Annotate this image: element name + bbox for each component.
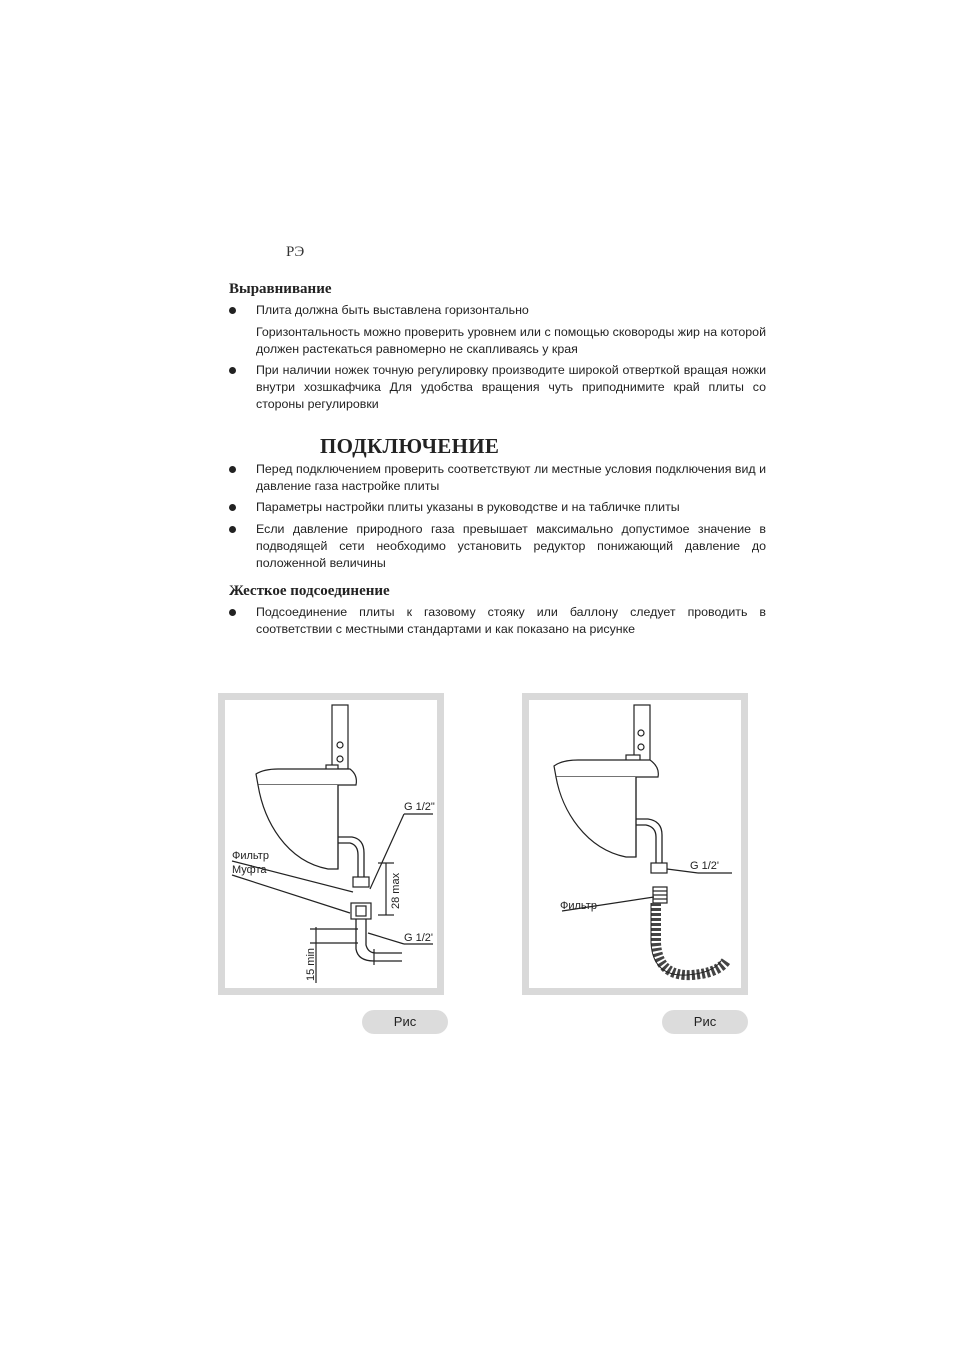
- leveling-item-3: При наличии ножек точную регулировку производите широкой отверткой вращая ножки внутри хозшкафчика Для удобства вращения чуть приподнимите край плиты со стороны регулировки: [256, 363, 766, 411]
- label-coupling: Муфта: [232, 864, 267, 876]
- rigid-connection-drawing: [218, 693, 444, 995]
- riser-pipe: [356, 919, 402, 961]
- connection-item-2: Параметры настройки плиты указаны в руководстве и на табличке плиты: [256, 500, 680, 514]
- flexible-hose: [656, 903, 726, 975]
- connection-item-1: Перед подключением проверить соответствуют ли местные условия подключения вид и давление газа настройке плиты: [256, 462, 766, 493]
- stove-top: [256, 769, 356, 785]
- stove-body: [258, 785, 338, 869]
- figure-hose-connection: [522, 693, 748, 995]
- label-filter: Фильтр: [232, 850, 269, 862]
- page-code: РЭ: [286, 244, 305, 260]
- label-28-max: 28 max: [390, 872, 402, 909]
- bullet: [229, 466, 236, 473]
- pipe-nut: [651, 863, 667, 873]
- pipe-nut: [353, 877, 369, 887]
- rigid-heading: Жесткое подсоединение: [229, 583, 390, 599]
- bullet: [229, 367, 236, 374]
- hose-connection-drawing: [522, 693, 748, 995]
- leveling-item-2: Горизонтальность можно проверить уровнем или с помощью сковороды жир на которой должен растекаться равномерно не скапливаясь у края: [256, 325, 766, 356]
- bracket-hole: [638, 744, 644, 750]
- bullet: [229, 307, 236, 314]
- figure-rigid-connection: [218, 693, 444, 995]
- label-15-min: 15 min: [305, 947, 317, 981]
- bullet: [229, 526, 236, 533]
- bullet: [229, 504, 236, 511]
- bracket-hole: [337, 742, 343, 748]
- leveling-item-1: Плита должна быть выставлена горизонтально: [256, 303, 529, 317]
- stove-top: [554, 760, 658, 777]
- bracket-hole: [337, 756, 343, 762]
- label-g: G 1/2': [690, 860, 720, 872]
- label-filter: Фильтр: [560, 900, 597, 912]
- label-g-bottom: G 1/2': [404, 932, 434, 944]
- label-g-top: G 1/2": [404, 801, 435, 813]
- leveling-heading: Выравнивание: [229, 281, 332, 297]
- connection-heading: ПОДКЛЮЧЕНИЕ: [320, 434, 500, 458]
- bullet: [229, 609, 236, 616]
- rigid-item-1: Подсоединение плиты к газовому стояку или баллону следует проводить в соответствии с местными стандартами и как показано на рисунке: [256, 605, 766, 636]
- stove-body: [556, 777, 636, 857]
- figure-caption-left: Рис: [362, 1010, 448, 1034]
- bracket-hole: [638, 730, 644, 736]
- connection-item-3: Если давление природного газа превышает максимально допустимое значение в подводящей сети необходимо установить редуктор понижающий давление до положенной величины: [256, 522, 766, 570]
- figure-caption-right: Рис: [662, 1010, 748, 1034]
